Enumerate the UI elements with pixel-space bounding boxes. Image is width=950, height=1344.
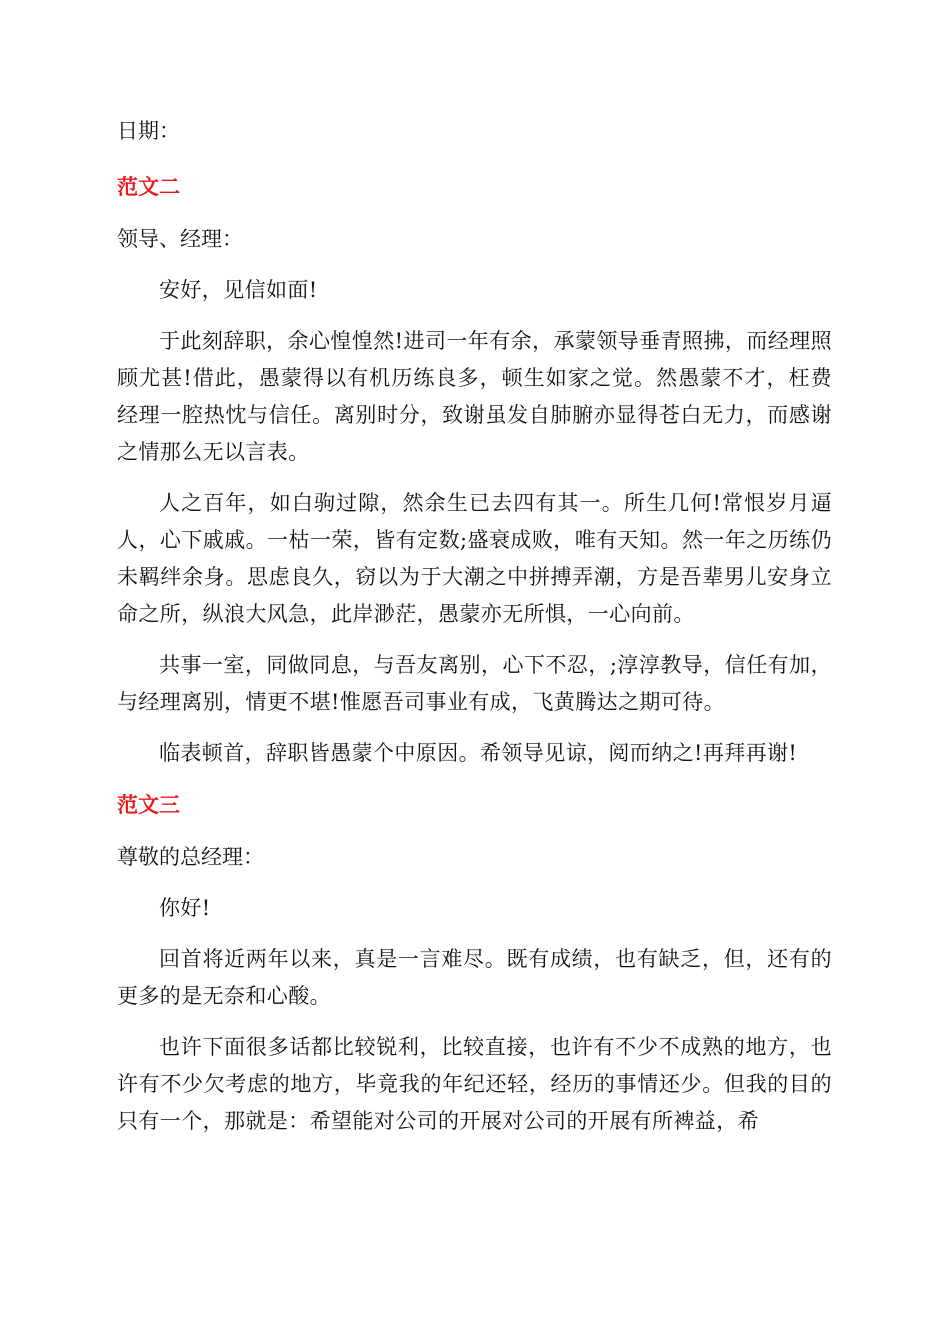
document-page xyxy=(117,112,832,1140)
paragraph: 于此刻辞职，余心惶惶然!进司一年有余，承蒙领导垂青照拂，而经理照顾尤甚!借此，愚蒙得以有机历练良多，顿生如家之觉。然愚蒙不才，枉费经理一腔热忱与信任。离别时分，致谢虽发自肺腑亦显得苍白无力，而感谢之情那么无以言表。 xyxy=(117,329,832,464)
paragraph: 你好! xyxy=(159,896,211,920)
salutation: 领导、经理： xyxy=(117,227,243,251)
salutation: 尊敬的总经理： xyxy=(117,845,264,869)
date-label: 日期： xyxy=(117,119,180,143)
section-fanwen-2 xyxy=(117,168,832,772)
paragraph: 安好，见信如面! xyxy=(159,278,318,302)
paragraph: 临表顿首，辞职皆愚蒙个中原因。希领导见谅，阅而纳之!再拜再谢! xyxy=(159,741,798,765)
section-heading: 范文二 xyxy=(117,175,180,199)
paragraph: 人之百年，如白驹过隙，然余生已去四有其一。所生几何!常恨岁月逼人，心下戚戚。一枯一荣，皆有定数;盛衰成败，唯有天知。然一年之历练仍未羁绊余身。思虑良久，窃以为于大潮之中拼搏弄潮，方是吾辈男儿安身立命之所，纵浪大风急，此岸渺茫，愚蒙亦无所惧，一心向前。 xyxy=(117,491,832,626)
paragraph: 回首将近两年以来，真是一言难尽。既有成绩，也有缺乏，但，还有的更多的是无奈和心酸。 xyxy=(117,947,832,1008)
section-fanwen-3 xyxy=(117,786,832,1140)
section-heading: 范文三 xyxy=(117,793,180,817)
paragraph: 共事一室，同做同息，与吾友离别，心下不忍，;淳淳教导，信任有加，与经理离别，情更不堪!惟愿吾司事业有成，飞黄腾达之期可待。 xyxy=(117,653,832,714)
paragraph: 也许下面很多话都比较锐利，比较直接，也许有不少不成熟的地方，也许有不少欠考虑的地方，毕竟我的年纪还轻，经历的事情还少。但我的目的只有一个，那就是：希望能对公司的开展对公司的开展有所裨益，希 xyxy=(117,1035,832,1133)
